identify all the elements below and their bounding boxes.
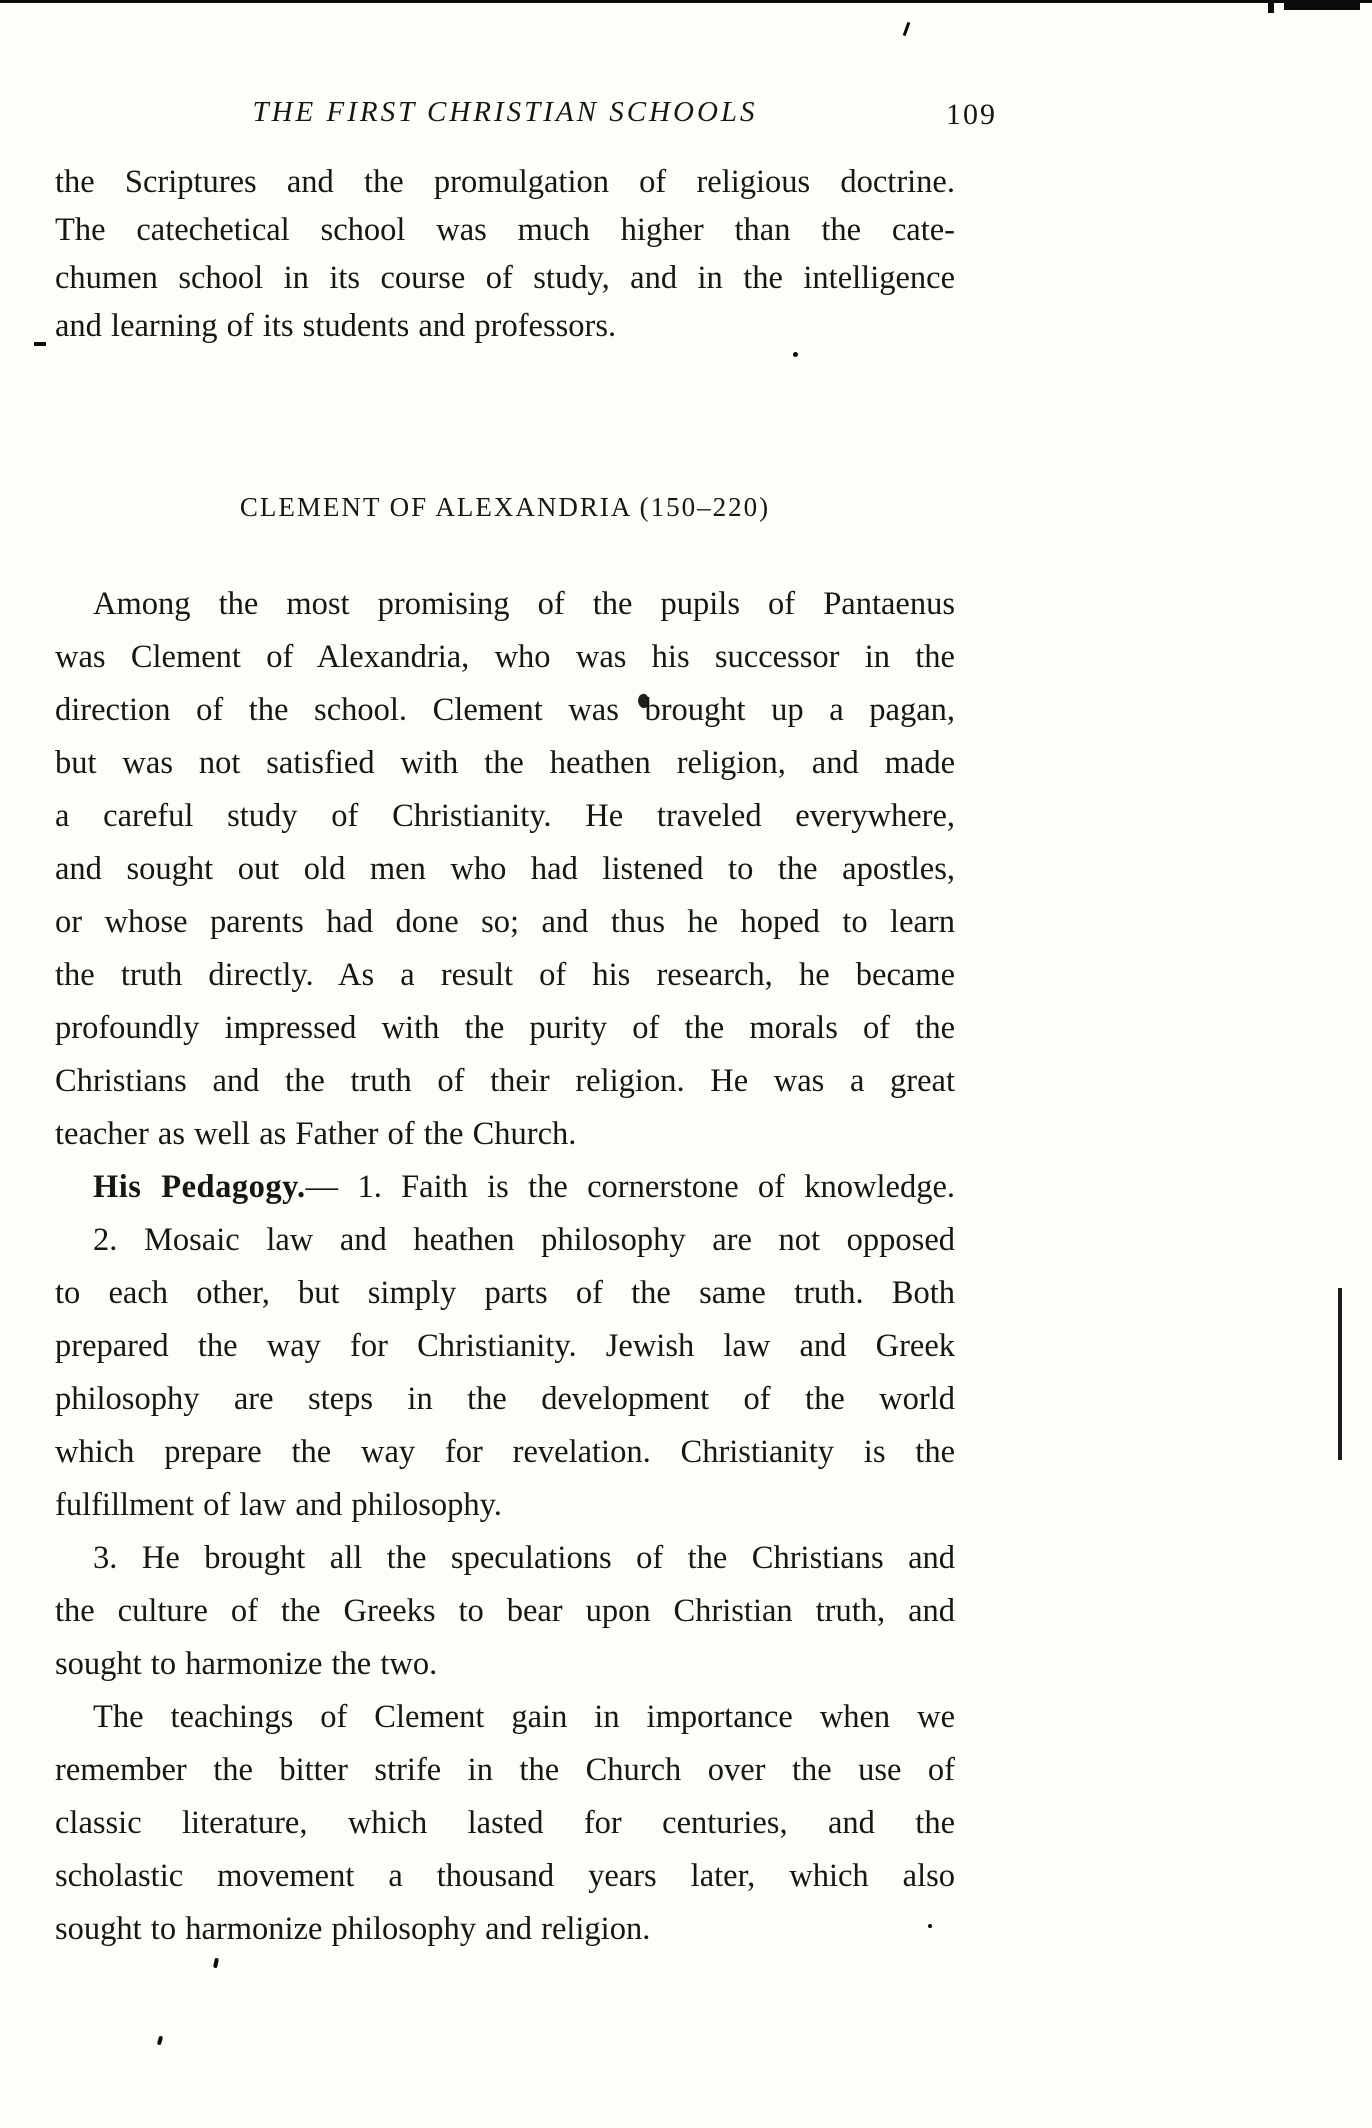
paragraph [55, 578, 955, 1161]
intro-paragraph-container [55, 158, 955, 350]
text-line: the culture of the Greeks to bear upon Christian truth, and [55, 1593, 955, 1629]
text-line: Christians and the truth of their religion. He was a great [55, 1063, 955, 1099]
paragraph [55, 1691, 955, 1956]
scan-artifact-corner-tick [1268, 0, 1274, 13]
text-line: The teachings of Clement gain in importance when we [93, 1699, 955, 1735]
paragraph [55, 1161, 955, 1214]
text-line: classic literature, which lasted for centuries, and the [55, 1805, 955, 1841]
text-line: 3. He brought all the speculations of the Christians and [93, 1540, 955, 1576]
text-line: direction of the school. Clement was brought up a pagan, [55, 692, 955, 728]
text-line: and learning of its students and professors. [55, 308, 617, 344]
text-line: or whose parents had done so; and thus he hoped to learn [55, 904, 955, 940]
text-line: the truth directly. As a result of his research, he became [55, 957, 955, 993]
text-line: but was not satisfied with the heathen religion, and made [55, 745, 955, 781]
scan-artifact-speck [34, 342, 46, 346]
text-line: Among the most promising of the pupils of Pantaenus [93, 586, 955, 622]
scan-artifact-speck [213, 1958, 219, 1969]
text-line: 2. Mosaic law and heathen philosophy are not opposed [93, 1222, 955, 1258]
text-line: fulfillment of law and philosophy. [55, 1487, 502, 1523]
text-line: philosophy are steps in the development of the world [55, 1381, 955, 1417]
page-number: 109 [946, 98, 997, 131]
text-line: prepared the way for Christianity. Jewish law and Greek [55, 1328, 955, 1364]
running-header-title: THE FIRST CHRISTIAN SCHOOLS [252, 96, 758, 128]
scan-artifact-speck [903, 22, 911, 36]
scan-artifact-speck [157, 2036, 163, 2046]
text-line: and sought out old men who had listened to the apostles, [55, 851, 955, 887]
paragraph [55, 158, 955, 350]
scan-artifact-speck [793, 352, 798, 357]
text-line: to each other, but simply parts of the same truth. Both [55, 1275, 955, 1311]
text-line: sought to harmonize philosophy and religion. [55, 1911, 651, 1947]
running-header [55, 96, 997, 131]
text-line: chumen school in its course of study, and in the intelligence [55, 260, 955, 296]
text-line: profoundly impressed with the purity of the morals of the [55, 1010, 955, 1046]
paragraph [55, 1214, 955, 1532]
scan-artifact-right-line [1338, 1288, 1342, 1460]
text-line: teacher as well as Father of the Church. [55, 1116, 577, 1152]
text-line: a careful study of Christianity. He traveled everywhere, [55, 798, 955, 834]
section-heading: CLEMENT OF ALEXANDRIA (150–220) [239, 492, 771, 522]
text-line: remember the bitter strife in the Church over the use of [55, 1752, 955, 1788]
text-line: scholastic movement a thousand years later, which also [55, 1858, 955, 1894]
paragraph [55, 1532, 955, 1691]
scan-artifact-top-line [0, 0, 1372, 3]
text-line: sought to harmonize the two. [55, 1646, 438, 1682]
text-line: The catechetical school was much higher than the cate- [55, 212, 955, 248]
text-line: which prepare the way for revelation. Christianity is the [55, 1434, 955, 1470]
text-line: the Scriptures and the promulgation of religious doctrine. [55, 164, 955, 200]
scan-artifact-corner-bar [1284, 2, 1360, 10]
text-line: His Pedagogy.— 1. Faith is the cornerstone of knowledge. [93, 1169, 955, 1205]
body-text [55, 578, 955, 1956]
bold-lead: His Pedagogy. [93, 1169, 306, 1205]
text-line: was Clement of Alexandria, who was his successor in the [55, 639, 955, 675]
